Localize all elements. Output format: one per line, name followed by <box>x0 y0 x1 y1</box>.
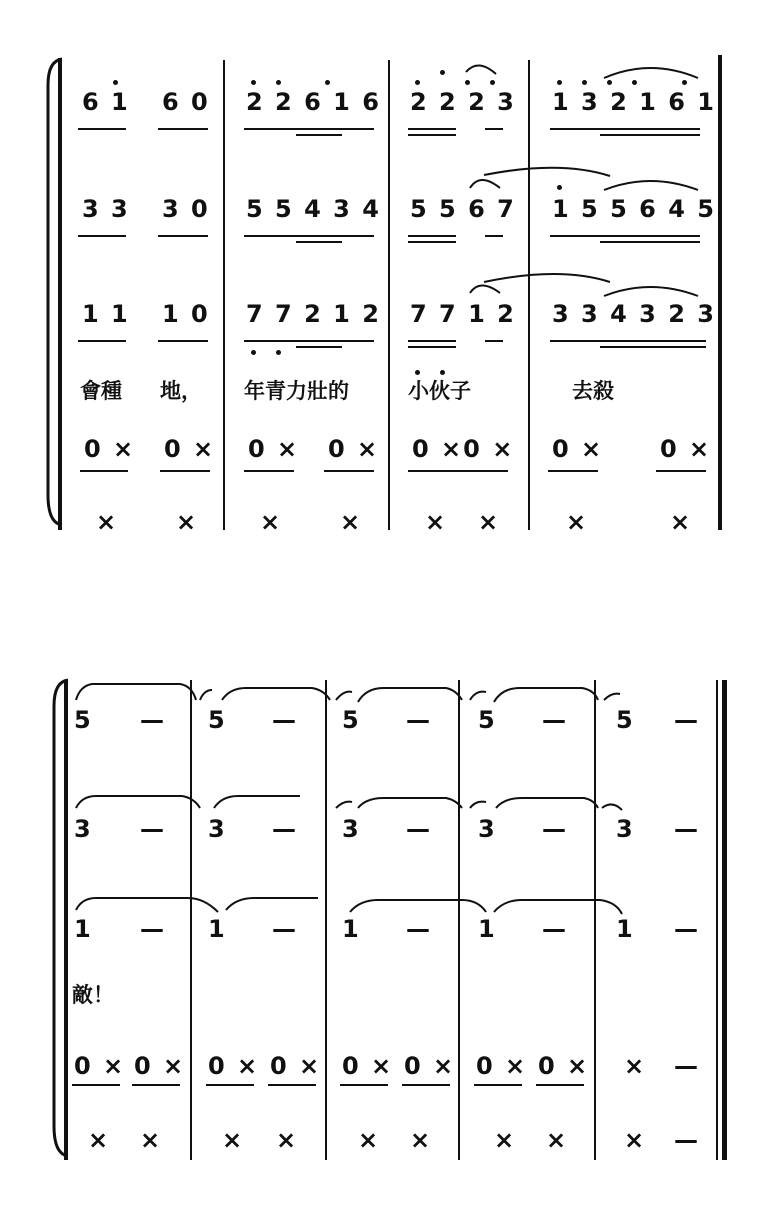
octave-dot <box>276 80 281 85</box>
duration-underline <box>324 470 374 472</box>
duration-underline <box>402 1084 450 1086</box>
perc1-cell: 0 × <box>270 1052 322 1080</box>
soprano-dash: — <box>674 706 700 734</box>
bass-dash: — <box>674 915 700 943</box>
alto-dash: — <box>542 815 568 843</box>
octave-dot <box>557 80 562 85</box>
duration-underline <box>78 235 126 237</box>
perc1-cell: × <box>624 1052 647 1080</box>
perc2-cell: × <box>96 508 119 536</box>
alto-bar-1a: 3 3 <box>82 195 130 223</box>
alto-note: 3 <box>478 815 497 843</box>
soprano-dash: — <box>140 706 166 734</box>
alto-dash: — <box>140 815 166 843</box>
soprano-dash: — <box>542 706 568 734</box>
perc2-cell: × <box>624 1126 647 1154</box>
perc2-cell: × <box>478 508 501 536</box>
duration-underline <box>550 235 700 237</box>
octave-dot <box>582 80 587 85</box>
system-end-line <box>718 55 722 530</box>
bass-bar-4: 3 3 4 3 2 3 <box>552 300 716 328</box>
duration-underline <box>296 346 342 348</box>
perc2-cell: × <box>425 508 448 536</box>
perc1-cell: 0 × <box>208 1052 260 1080</box>
perc2-cell: × <box>88 1126 111 1154</box>
bass-note: 1 <box>342 915 361 943</box>
duration-underline <box>78 340 126 342</box>
final-barline-thin <box>716 680 718 1160</box>
octave-dot <box>415 370 420 375</box>
system-start-line <box>58 58 62 530</box>
duration-underline <box>160 470 210 472</box>
perc1-cell: 0 × <box>660 435 712 463</box>
soprano-bar-3: 2 2 2 3 <box>410 88 516 116</box>
perc2-cell: × <box>410 1126 433 1154</box>
perc2-cell: × <box>260 508 283 536</box>
octave-dot <box>325 80 330 85</box>
alto-bar-2: 5 5 4 3 4 <box>246 195 381 223</box>
system-brace <box>46 676 76 1166</box>
lyric: 小伙子 <box>408 379 471 403</box>
alto-dash: — <box>674 815 700 843</box>
duration-underline <box>206 1084 254 1086</box>
bass-bar-3: 7 7 1 2 <box>410 300 516 328</box>
alto-bar-4: 1 5 5 6 4 5 <box>552 195 716 223</box>
perc2-cell: × <box>546 1126 569 1154</box>
soprano-dash: — <box>406 706 432 734</box>
perc1-cell: 0 ×0 × <box>412 435 515 463</box>
soprano-note: 5 <box>616 706 635 734</box>
barline <box>594 680 596 1160</box>
duration-underline <box>244 128 374 130</box>
duration-underline <box>536 1084 584 1086</box>
soprano-bar-4: 1 3 2 1 6 1 <box>552 88 716 116</box>
alto-bar-1b: 3 0 <box>162 195 210 223</box>
perc1-cell: 0 × <box>476 1052 528 1080</box>
duration-underline <box>408 241 456 243</box>
bass-note: 1 <box>478 915 497 943</box>
soprano-note: 5 <box>74 706 93 734</box>
perc1-cell: 0 × <box>404 1052 456 1080</box>
soprano-dash: — <box>272 706 298 734</box>
perc1-cell: 0 × <box>164 435 216 463</box>
octave-dot <box>682 80 687 85</box>
barline <box>528 60 530 530</box>
duration-underline <box>72 1084 120 1086</box>
octave-dot <box>440 70 445 75</box>
octave-dot <box>557 185 562 190</box>
perc2-cell: × <box>566 508 589 536</box>
lyric: 年青力壯的 <box>244 379 349 403</box>
bass-note: 1 <box>74 915 93 943</box>
alto-note: 3 <box>74 815 93 843</box>
duration-underline <box>80 470 128 472</box>
alto-note: 3 <box>342 815 361 843</box>
soprano-bar-1a: 6 1 <box>82 88 130 116</box>
bass-dash: — <box>272 915 298 943</box>
duration-underline <box>408 134 456 136</box>
bass-dash: — <box>140 915 166 943</box>
octave-dot <box>276 350 281 355</box>
duration-underline <box>408 470 508 472</box>
bass-dash: — <box>406 915 432 943</box>
duration-underline <box>485 235 503 237</box>
duration-underline <box>408 346 456 348</box>
alto-note: 3 <box>208 815 227 843</box>
perc2-cell: × <box>494 1126 517 1154</box>
duration-underline <box>158 235 208 237</box>
perc2-cell: × <box>276 1126 299 1154</box>
final-barline-thick <box>722 680 727 1160</box>
system-start-line <box>64 680 68 1160</box>
duration-underline <box>158 340 208 342</box>
soprano-note: 5 <box>342 706 361 734</box>
duration-underline <box>550 340 706 342</box>
alto-note: 3 <box>616 815 635 843</box>
lyric: 敵！ <box>72 983 114 1007</box>
perc1-cell: 0 × <box>328 435 380 463</box>
duration-underline <box>408 235 456 237</box>
soprano-bar-2: 2 2 6 1 6 <box>246 88 381 116</box>
octave-dot <box>465 80 470 85</box>
perc2-cell: × <box>358 1126 381 1154</box>
perc2-cell: × <box>140 1126 163 1154</box>
perc2-cell: × <box>222 1126 245 1154</box>
duration-underline <box>244 340 374 342</box>
soprano-bar-1b: 6 0 <box>162 88 210 116</box>
lyric: 地， <box>160 379 202 403</box>
perc1-cell: 0 × <box>342 1052 394 1080</box>
duration-underline <box>132 1084 180 1086</box>
octave-dot <box>251 350 256 355</box>
perc2-cell: × <box>176 508 199 536</box>
bass-bar-2: 7 7 2 1 2 <box>246 300 381 328</box>
alto-bar-3: 5 5 6 7 <box>410 195 516 223</box>
perc1-cell: 0 × <box>248 435 300 463</box>
perc1-cell: 0 × <box>134 1052 186 1080</box>
duration-underline <box>340 1084 388 1086</box>
perc1-cell: 0 × <box>74 1052 126 1080</box>
duration-underline <box>485 128 503 130</box>
soprano-note: 5 <box>208 706 227 734</box>
duration-underline <box>656 470 706 472</box>
octave-dot <box>113 80 118 85</box>
duration-underline <box>78 128 126 130</box>
bass-note: 1 <box>208 915 227 943</box>
octave-dot <box>251 80 256 85</box>
duration-underline <box>244 470 294 472</box>
duration-underline <box>548 470 598 472</box>
duration-underline <box>474 1084 522 1086</box>
bass-note: 1 <box>616 915 635 943</box>
perc2-cell: × <box>340 508 363 536</box>
barline <box>388 60 390 530</box>
lyric: 去殺 <box>572 379 614 403</box>
octave-dot <box>490 80 495 85</box>
octave-dot <box>440 370 445 375</box>
octave-dot <box>632 80 637 85</box>
bass-bar-1b: 1 0 <box>162 300 210 328</box>
perc1-cell: 0 × <box>538 1052 590 1080</box>
perc1-cell: — <box>674 1052 700 1080</box>
duration-underline <box>600 134 700 136</box>
lyric: 會種 <box>80 379 122 403</box>
octave-dot <box>415 80 420 85</box>
duration-underline <box>244 235 374 237</box>
barline <box>190 680 192 1160</box>
barline <box>223 60 225 530</box>
alto-dash: — <box>406 815 432 843</box>
duration-underline <box>600 241 700 243</box>
bass-bar-1a: 1 1 <box>82 300 130 328</box>
system-brace <box>40 55 70 535</box>
duration-underline <box>158 128 208 130</box>
bass-dash: — <box>542 915 568 943</box>
barline <box>325 680 327 1160</box>
perc2-cell: × <box>670 508 693 536</box>
perc1-cell: 0 × <box>84 435 136 463</box>
duration-underline <box>268 1084 316 1086</box>
duration-underline <box>408 340 456 342</box>
duration-underline <box>600 346 706 348</box>
barline <box>458 680 460 1160</box>
soprano-note: 5 <box>478 706 497 734</box>
perc2-cell: — <box>674 1126 700 1154</box>
octave-dot <box>607 80 612 85</box>
duration-underline <box>408 128 456 130</box>
duration-underline <box>485 340 503 342</box>
perc1-cell: 0 × <box>552 435 604 463</box>
duration-underline <box>550 128 700 130</box>
duration-underline <box>296 241 342 243</box>
duration-underline <box>296 134 342 136</box>
alto-dash: — <box>272 815 298 843</box>
